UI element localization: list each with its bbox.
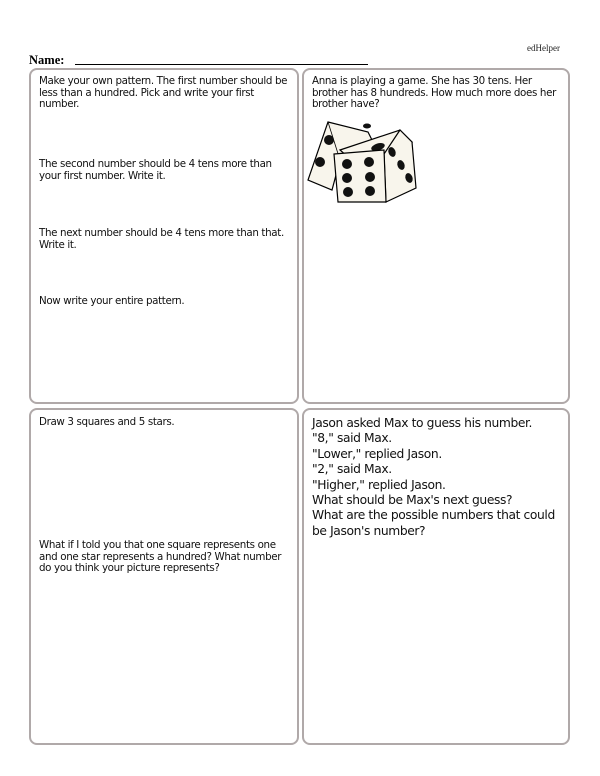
problem-4-text (312, 416, 562, 539)
problem-1-text-1: Make your own pattern. The first number should be less than a hundred. Pick and write your first number. (39, 75, 288, 111)
problem-4-line-4: "2," said Max. (312, 462, 392, 477)
brand-label: edHelper (527, 43, 560, 53)
problem-4-line-7: What are the possible numbers that could be Jason's number? (312, 508, 555, 538)
problem-4-line-1: Jason asked Max to guess his number. (312, 416, 533, 430)
problem-1-text-3: The next number should be 4 tens more than that. Write it. (39, 227, 284, 251)
problem-2-text-1: Anna is playing a game. She has 30 tens. Her brother has 8 hundreds. How much more does her brother have? (312, 75, 556, 111)
problem-box-4 (302, 408, 570, 745)
name-field-line[interactable] (75, 64, 368, 65)
problem-3-text-2: What if I told you that one square represents one and one star represents a hundred? What number do you think your picture represents? (39, 539, 282, 575)
problem-4-line-6: What should be Max's next guess? (312, 493, 513, 508)
problem-4-line-2: "8," said Max. (312, 431, 392, 446)
problem-box-2 (302, 68, 570, 404)
problem-1-text-2: The second number should be 4 tens more than your first number. Write it. (39, 158, 272, 182)
problem-box-1 (29, 68, 299, 404)
name-label: Name: (29, 53, 65, 67)
dice-icon (306, 120, 422, 206)
problem-3-text-1: Draw 3 squares and 5 stars. (39, 416, 175, 428)
problem-4-line-5: "Higher," replied Jason. (312, 477, 446, 492)
problem-box-3 (29, 408, 299, 745)
problem-1-text-4: Now write your entire pattern. (39, 295, 185, 307)
problem-4-line-3: "Lower," replied Jason. (312, 446, 442, 461)
